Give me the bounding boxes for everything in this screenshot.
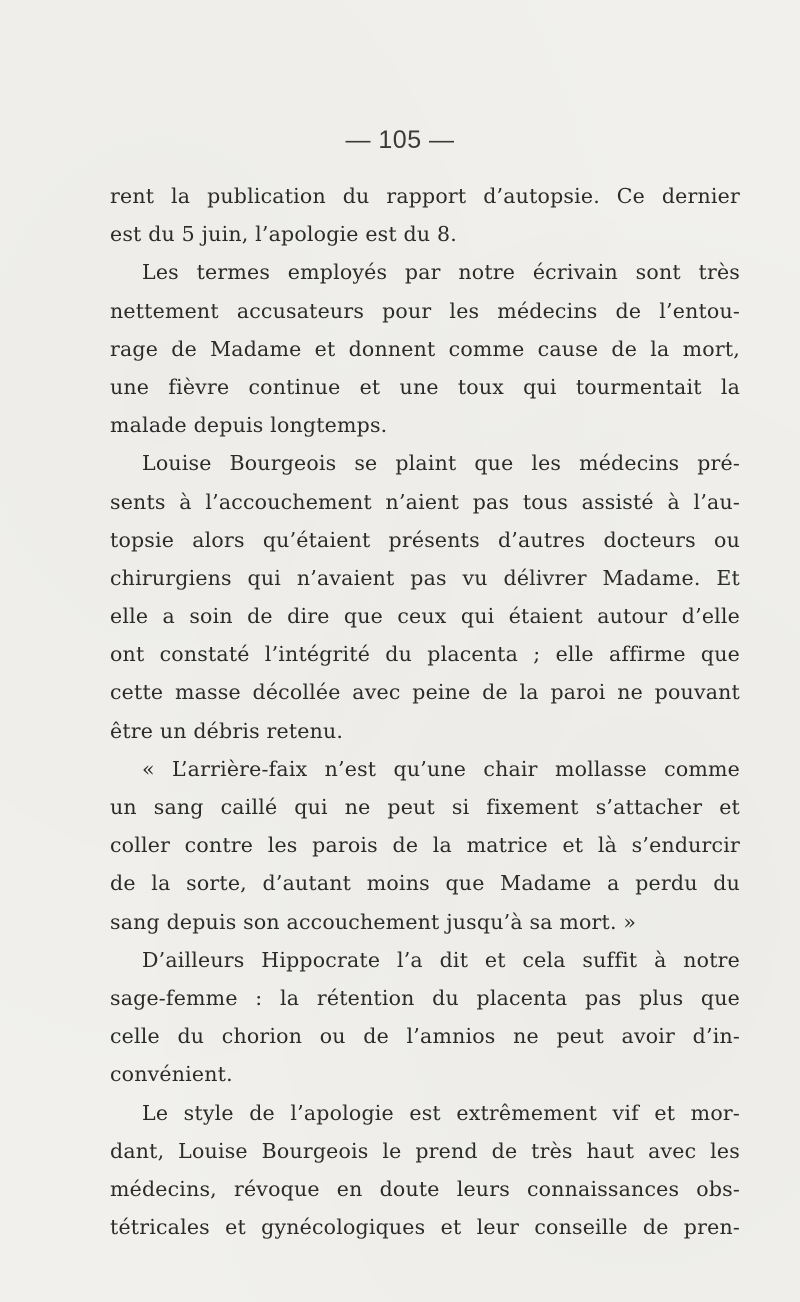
text-line: sents à l’accouchement n’aient pas tous assisté à l’au- — [110, 489, 740, 514]
text-line: nettement accusateurs pour les médecins de l’entou- — [110, 298, 740, 323]
text-line: un sang caillé qui ne peut si fixement s’attacher et — [110, 795, 740, 819]
text-line: coller contre les parois de la matrice et là s’endurcir — [110, 833, 740, 858]
text-line: rage de Madame et donnent comme cause de la mort, — [110, 336, 740, 361]
text-line: topsie alors qu’étaient présents d’autres docteurs ou — [110, 527, 740, 552]
text-line: Louise Bourgeois se plaint que les médecins pré- — [142, 451, 740, 476]
text-line: médecins, révoque en doute leurs connaissances obs- — [110, 1176, 740, 1201]
text-line: D’ailleurs Hippocrate l’a dit et cela suffit à notre — [142, 947, 740, 972]
text-line: une fièvre continue et une toux qui tourmentait la — [110, 374, 740, 399]
text-line: cette masse décollée avec peine de la paroi ne pouvant — [110, 680, 740, 705]
text-line: celle du chorion ou de l’amnios ne peut avoir d’in- — [110, 1024, 740, 1049]
text-line: chirurgiens qui n’avaient pas vu délivrer Madame. Et — [110, 565, 740, 590]
text-line: être un débris retenu. — [110, 718, 344, 743]
text-line: est du 5 juin, l’apologie est du 8. — [110, 222, 457, 247]
text-line: Les termes employés par notre écrivain sont très — [142, 260, 740, 285]
text-line: rent la publication du rapport d’autopsie. Ce dernier — [110, 184, 740, 208]
text-line: de la sorte, d’autant moins que Madame a perdu du — [110, 871, 740, 896]
text-line: tétricales et gynécologiques et leur conseille de pren- — [110, 1215, 740, 1240]
text-line: sage-femme : la rétention du placenta pas plus que — [110, 985, 740, 1010]
text-line: elle a soin de dire que ceux qui étaient autour d’elle — [110, 604, 740, 629]
page-number: — 105 — — [345, 126, 455, 154]
text-line: dant, Louise Bourgeois le prend de très haut avec les — [110, 1138, 740, 1163]
text-line: convénient. — [110, 1062, 233, 1087]
body-text — [110, 177, 740, 1246]
text-line: sang depuis son accouchement jusqu’à sa mort. » — [110, 909, 637, 934]
text-line: malade depuis longtemps. — [110, 413, 388, 438]
text-line: Le style de l’apologie est extrêmement vif et mor- — [142, 1100, 740, 1125]
text-line: « L’arrière-faix n’est qu’une chair mollasse comme — [142, 756, 740, 781]
text-line: ont constaté l’intégrité du placenta ; elle affirme que — [110, 642, 740, 667]
